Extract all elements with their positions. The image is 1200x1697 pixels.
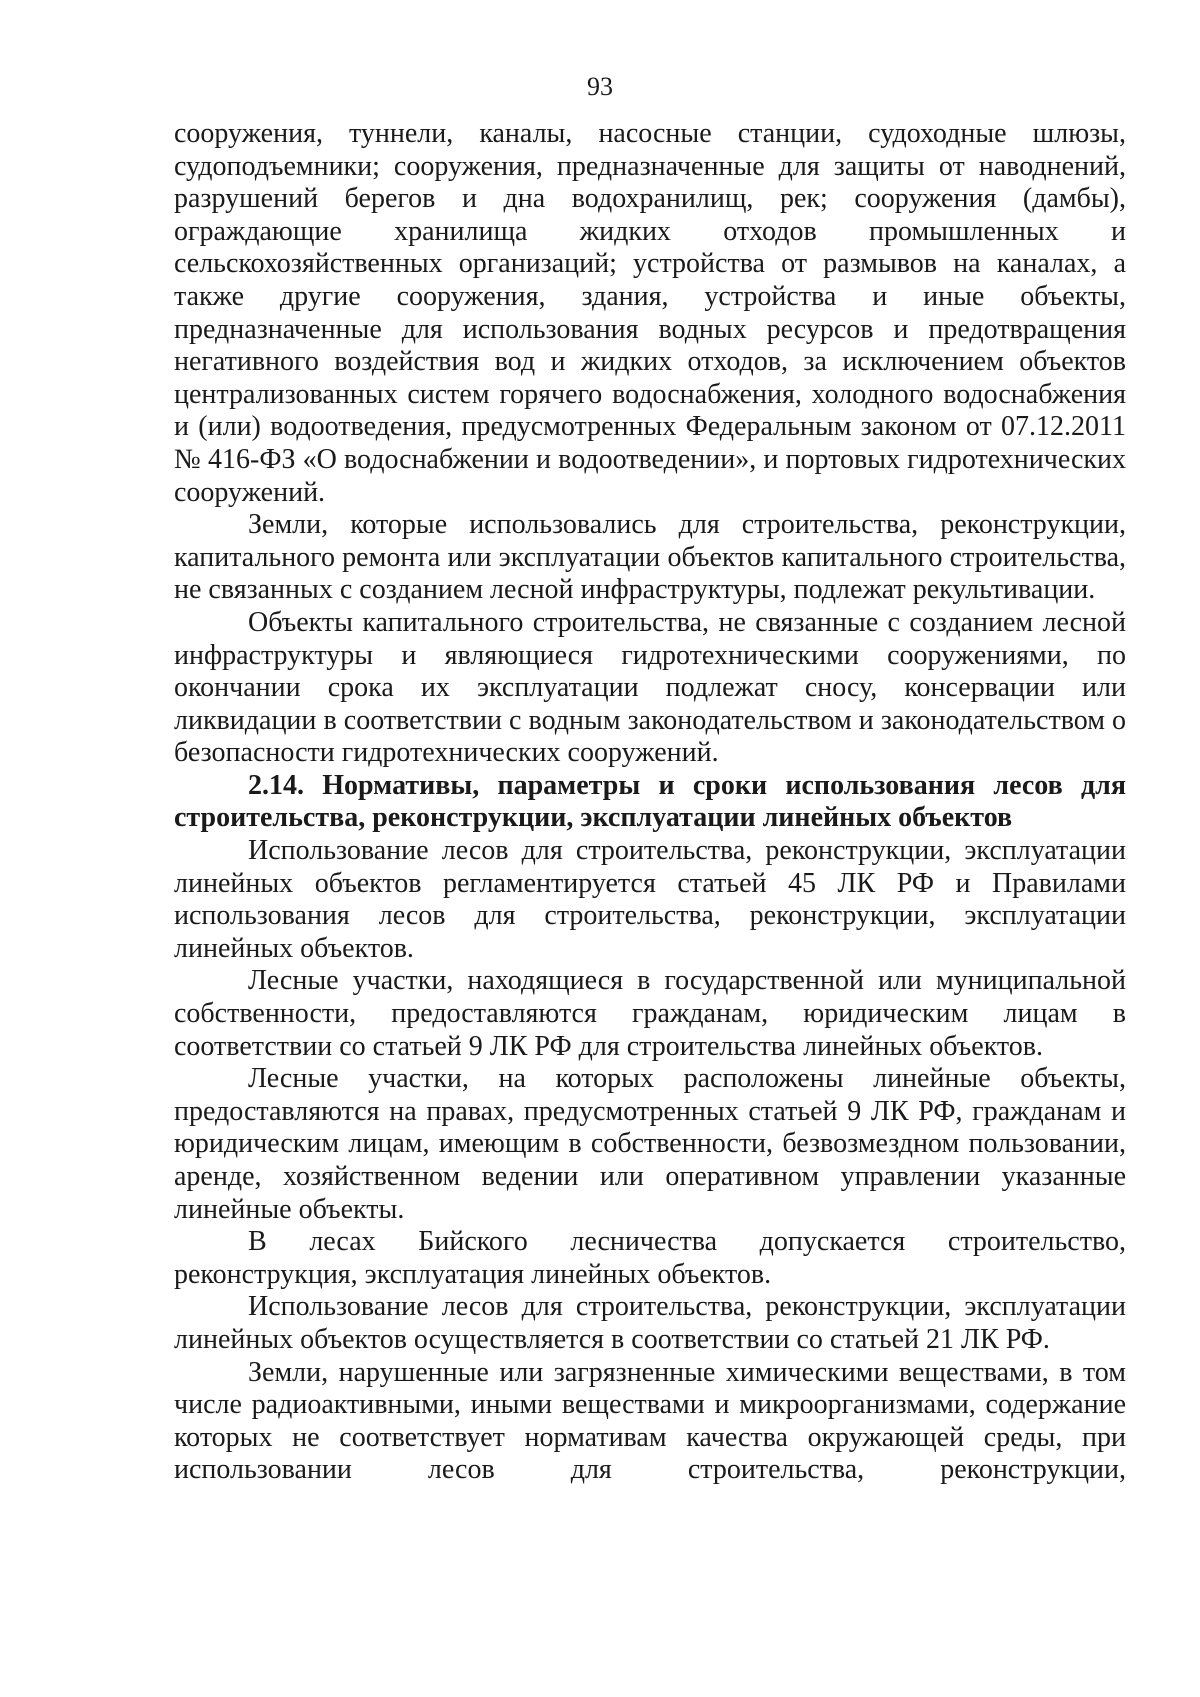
page-number: 93 xyxy=(587,72,613,101)
paragraph-land-plots-provision: Лесные участки, находящиеся в государственной или муниципальной собственности, предоставляются гражданам, юридическим лицам в соответствии со статьей 9 ЛК РФ для строительства линейных объектов. xyxy=(174,965,1126,1062)
paragraph-regulation: Использование лесов для строительства, реконструкции, эксплуатации линейных объектов регламентируется статьей 45 ЛК РФ и Правилами использования лесов для строительства, реконструкции, эксплуатации линейных объектов. xyxy=(174,835,1126,964)
section-heading: 2.14. Нормативы, параметры и сроки использования лесов для строительства, реконструкции, эксплуатации линейных объектов xyxy=(174,769,1126,834)
paragraph-contaminated-lands: Земли, нарушенные или загрязненные химическими веществами, в том числе радиоактивными, иными веществами и микроорганизмами, содержание которых не соответствует нормативам качества окружающей среды, при использовании лесов для строительства, реконструкции, xyxy=(174,1356,1126,1486)
document-body xyxy=(174,118,1126,1487)
paragraph-hydro-structures: сооружения, туннели, каналы, насосные станции, судоходные шлюзы, судоподъемники; сооружения, предназначенные для защиты от наводнений, разрушений берегов и дна водохранилищ, рек; сооружения (дамбы), ограждающие хранилища жидких отходов промышленных и сельскохозяйственных организаций; устройства от размывов на каналах, а также другие сооружения, здания, устройства и иные объекты, предназначенные для использования водных ресурсов и предотвращения негативного воздействия вод и жидких отходов, за исключением объектов централизованных систем горячего водоснабжения, холодного водоснабжения и (или) водоотведения, предусмотренных Федеральным законом от 07.12.2011 № 416-ФЗ «О водоснабжении и водоотведении», и портовых гидротехнических сооружений. xyxy=(174,118,1126,508)
paragraph-recultivation: Земли, которые использовались для строительства, реконструкции, капитального ремонта или эксплуатации объектов капитального строительства, не связанных с созданием лесной инфраструктуры, подлежат рекультивации. xyxy=(174,509,1126,606)
paragraph-article-21: Использование лесов для строительства, реконструкции, эксплуатации линейных объектов осуществляется в соответствии со статьей 21 ЛК РФ. xyxy=(174,1291,1126,1355)
paragraph-biysk-forestry: В лесах Бийского лесничества допускается строительство, реконструкция, эксплуатация линейных объектов. xyxy=(174,1226,1126,1290)
paragraph-land-plots-rights: Лесные участки, на которых расположены линейные объекты, предоставляются на правах, предусмотренных статьей 9 ЛК РФ, гражданам и юридическим лицам, имеющим в собственности, безвозмездном пользовании, аренде, хозяйственном ведении или оперативном управлении указанные линейные объекты. xyxy=(174,1063,1126,1225)
paragraph-demolition: Объекты капитального строительства, не связанные с созданием лесной инфраструктуры и являющиеся гидротехническими сооружениями, по окончании срока их эксплуатации подлежат сносу, консервации или ликвидации в соответствии с водным законодательством и законодательством о безопасности гидротехнических сооружений. xyxy=(174,606,1126,769)
